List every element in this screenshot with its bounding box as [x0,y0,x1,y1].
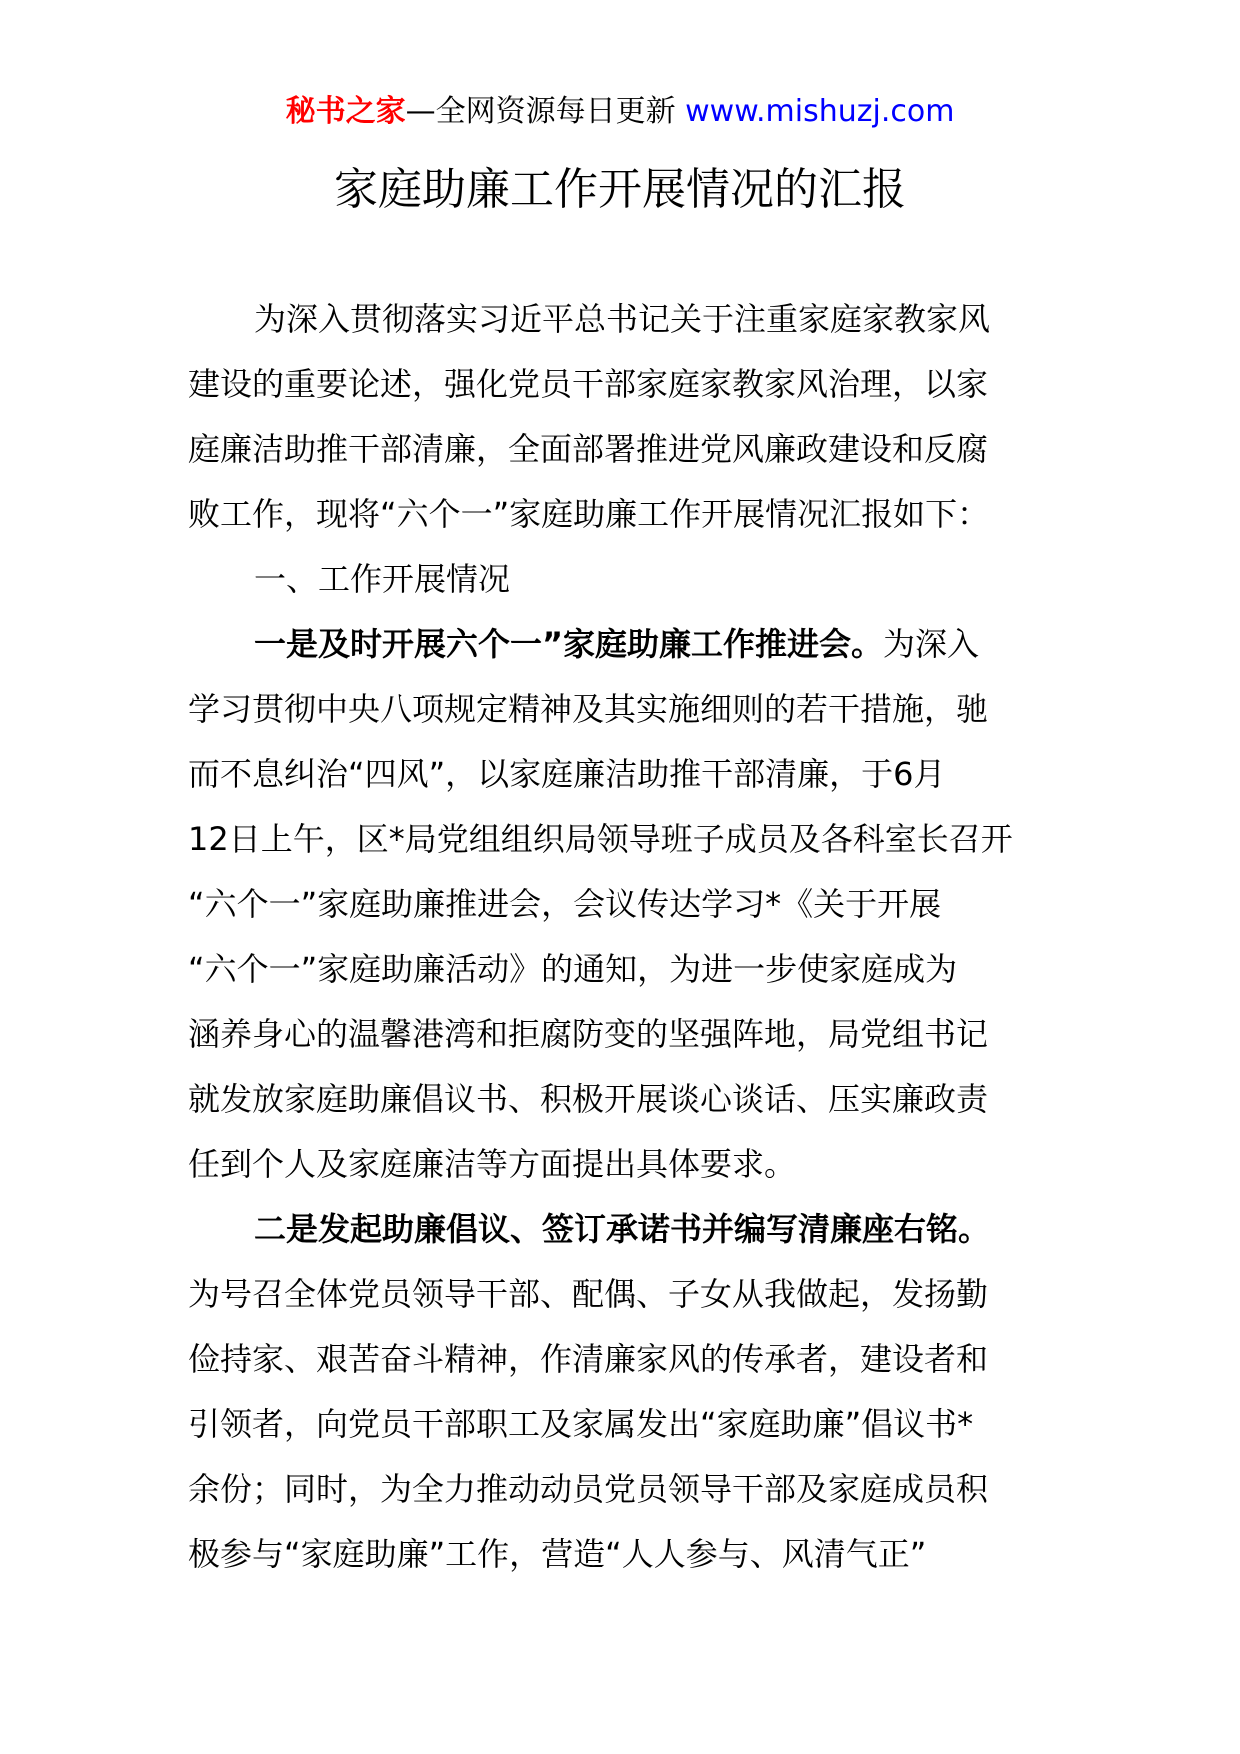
item1-line: 涵养身心的温馨港湾和拒腐防变的坚强阵地，局党组书记 [188,1015,989,1053]
intro-line: 建设的重要论述，强化党员干部家庭家教家风治理，以家 [188,365,989,403]
item2-line: 余份；同时，为全力推动动员党员领导干部及家庭成员积 [188,1470,989,1508]
item1-line: 12日上午，区*局党组组织局领导班子成员及各科室长召开 [188,820,1013,858]
item1-line: “六个一”家庭助廉推进会，会议传达学习*《关于开展 [188,885,942,923]
item1-heading: 一是及时开展六个一”家庭助廉工作推进会。 [254,625,884,663]
document-title: 家庭助廉工作开展情况的汇报 [334,164,906,215]
section-heading: 一、工作开展情况 [254,560,511,598]
document-body [188,287,1058,1587]
item2-heading: 二是发起助廉倡议、签订承诺书并编写清廉座右铭。 [254,1210,991,1248]
site-url-link[interactable]: www.mishuzj.com [685,94,955,129]
item2-line: 极参与“家庭助廉”工作，营造“人人参与、风清气正” [188,1535,927,1573]
item1-first-line [188,612,1058,677]
item2-line: 为号召全体党员领导干部、配偶、子女从我做起，发扬勤 [188,1275,989,1313]
item1-line: “六个一”家庭助廉活动》的通知，为进一步使家庭成为 [188,950,958,988]
site-header [0,92,1240,132]
item1-line: 任到个人及家庭廉洁等方面提出具体要求。 [188,1145,797,1183]
item2-line: 引领者，向党员干部职工及家属发出“家庭助廉”倡议书* [188,1405,974,1443]
item1-line: 学习贯彻中央八项规定精神及其实施细则的若干措施，驰 [188,690,989,728]
item2-line: 俭持家、艰苦奋斗精神，作清廉家风的传承者，建设者和 [188,1340,989,1378]
intro-line: 为深入贯彻落实习近平总书记关于注重家庭家教家风 [254,300,991,338]
item1-first-tail: 为深入 [883,625,980,663]
item1-line: 就发放家庭助廉倡议书、积极开展谈心谈话、压实廉政责 [188,1080,989,1118]
brand-name: 秘书之家 [285,94,406,129]
header-slogan: —全网资源每日更新 [405,94,676,129]
intro-line: 庭廉洁助推干部清廉，全面部署推进党风廉政建设和反腐 [188,430,989,468]
intro-line: 败工作，现将“六个一”家庭助廉工作开展情况汇报如下： [188,495,990,533]
item1-line: 而不息纠治“四风”，以家庭廉洁助推干部清廉，于6月 [188,755,946,793]
